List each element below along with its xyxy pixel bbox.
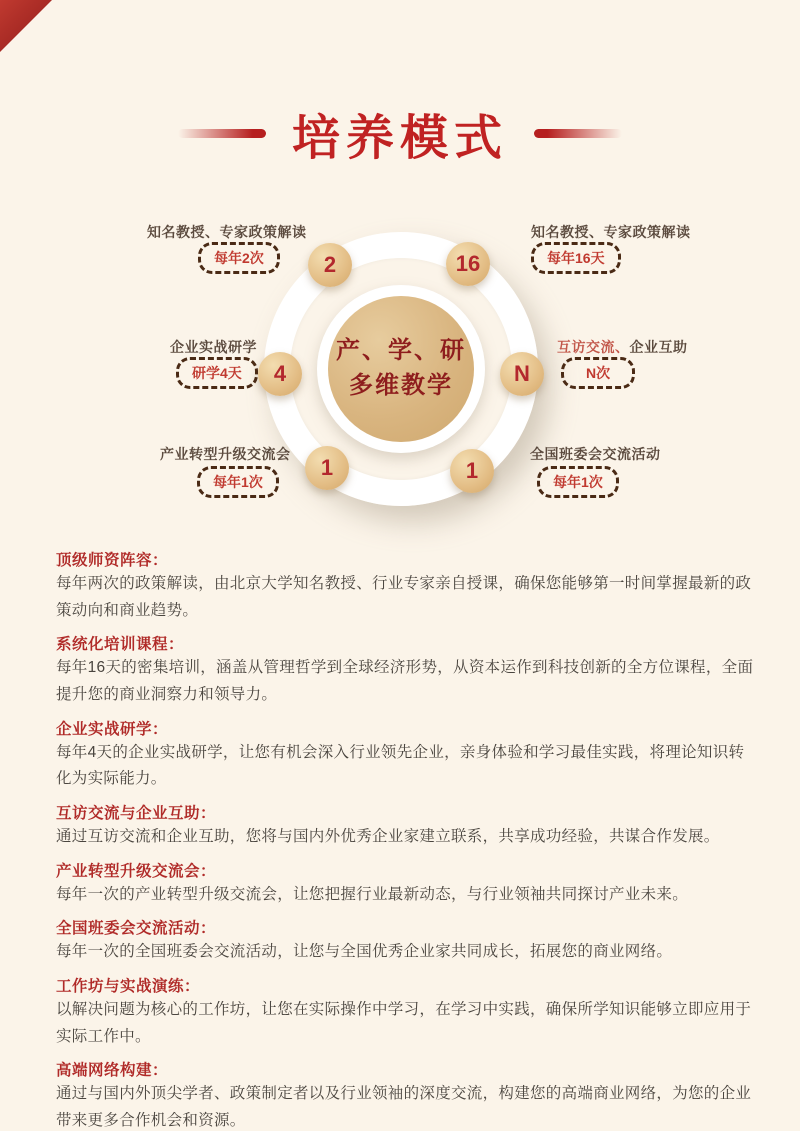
node-label-field-study: 企业实战研学: [170, 339, 257, 355]
section-body: 通过互访交流和企业互助，您将与国内外优秀企业家建立联系，共享成功经验，共谋合作发展。: [56, 827, 720, 845]
section-heading: 产业转型升级交流会：: [56, 862, 217, 880]
section-body: 通过与国内外顶尖学者、政策制定者以及行业领袖的深度交流，构建您的高端商业网络，为您的企业带来更多合作机会和资源。: [56, 1085, 752, 1129]
center-circle: [328, 296, 474, 442]
training-mode-diagram: [0, 180, 800, 540]
section-field-study: [56, 717, 756, 793]
node-label-transform-meeting: 产业转型升级交流会: [160, 446, 291, 462]
section-body: 每年两次的政策解读，由北京大学知名教授、行业专家亲自授课，确保您能够第一时间掌握最新的政策动向和商业趋势。: [56, 575, 752, 619]
node-circle-committee-activity: [450, 449, 494, 493]
node-badge-policy-times: 每年2次: [198, 242, 280, 274]
section-heading: 系统化培训课程：: [56, 636, 185, 654]
description-sections: [56, 540, 756, 1131]
node-value: 2: [323, 252, 337, 277]
node-circle-mutual-visits: [500, 352, 544, 396]
node-badge-committee-activity: 每年1次: [537, 466, 619, 498]
center-line1: 产、学、研: [336, 337, 466, 365]
section-workshop: [56, 974, 756, 1050]
section-heading: 高端网络构建：: [56, 1062, 169, 1080]
node-label-mutual-visits: [557, 337, 688, 357]
section-body: 每年一次的全国班委会交流活动，让您与全国优秀企业家共同成长，拓展您的商业网络。: [56, 943, 673, 961]
section-body: 以解决问题为核心的工作坊，让您在实际操作中学习，在学习中实践，确保所学知识能够立即应用于实际工作中。: [56, 1000, 752, 1045]
section-network: [56, 1058, 756, 1131]
section-heading: 互访交流与企业互助：: [56, 804, 217, 822]
node-badge-transform-meeting: 每年1次: [197, 466, 279, 498]
node-circle-field-study: [258, 352, 302, 396]
node-label-committee-activity: 全国班委会交流活动: [530, 446, 661, 462]
node-value: 1: [320, 455, 334, 480]
node-label-highlight: 互访交流、: [557, 339, 630, 355]
node-value: 4: [273, 361, 287, 386]
section-committee-activity: [56, 916, 756, 966]
title-dash-left: [178, 129, 266, 138]
section-curriculum: [56, 632, 756, 708]
section-faculty: [56, 548, 756, 624]
section-heading: 全国班委会交流活动：: [56, 920, 217, 938]
node-badge-field-study: 研学4天: [176, 357, 258, 389]
section-body: 每年4天的企业实战研学，让您有机会深入行业领先企业，亲身体验和学习最佳实践，将理论知识转化为实际能力。: [56, 743, 745, 788]
section-mutual-visits: [56, 801, 756, 851]
node-value: 1: [465, 458, 479, 483]
node-label-policy-times: 知名教授、专家政策解读: [147, 224, 307, 240]
node-label-training-days: 知名教授、专家政策解读: [531, 224, 691, 240]
section-body: 每年16天的密集培训，涵盖从管理哲学到全球经济形势，从资本运作到科技创新的全方位课程，全面提升您的商业洞察力和领导力。: [56, 659, 754, 703]
node-circle-policy-times: [308, 243, 352, 287]
center-line2: 多维教学: [349, 372, 453, 399]
page-title-row: [0, 98, 800, 168]
node-value: 16: [455, 251, 481, 276]
node-value: N: [514, 361, 530, 386]
section-heading: 工作坊与实战演练：: [56, 977, 201, 995]
section-heading: 企业实战研学：: [56, 720, 169, 738]
node-badge-training-days: 每年16天: [531, 242, 621, 274]
section-body: 每年一次的产业转型升级交流会，让您把握行业最新动态，与行业领袖共同探讨产业未来。: [56, 885, 689, 903]
node-circle-training-days: [446, 242, 490, 286]
title-dash-right: [534, 129, 622, 138]
node-circle-transform-meeting: [305, 446, 349, 490]
corner-ribbon-decoration: [0, 0, 52, 52]
node-label-rest: 企业互助: [629, 339, 688, 355]
node-badge-mutual-visits: N次: [561, 357, 635, 389]
page-title: 培养模式: [291, 111, 508, 165]
section-transform-meeting: [56, 859, 756, 909]
section-heading: 顶级师资阵容：: [56, 552, 169, 569]
